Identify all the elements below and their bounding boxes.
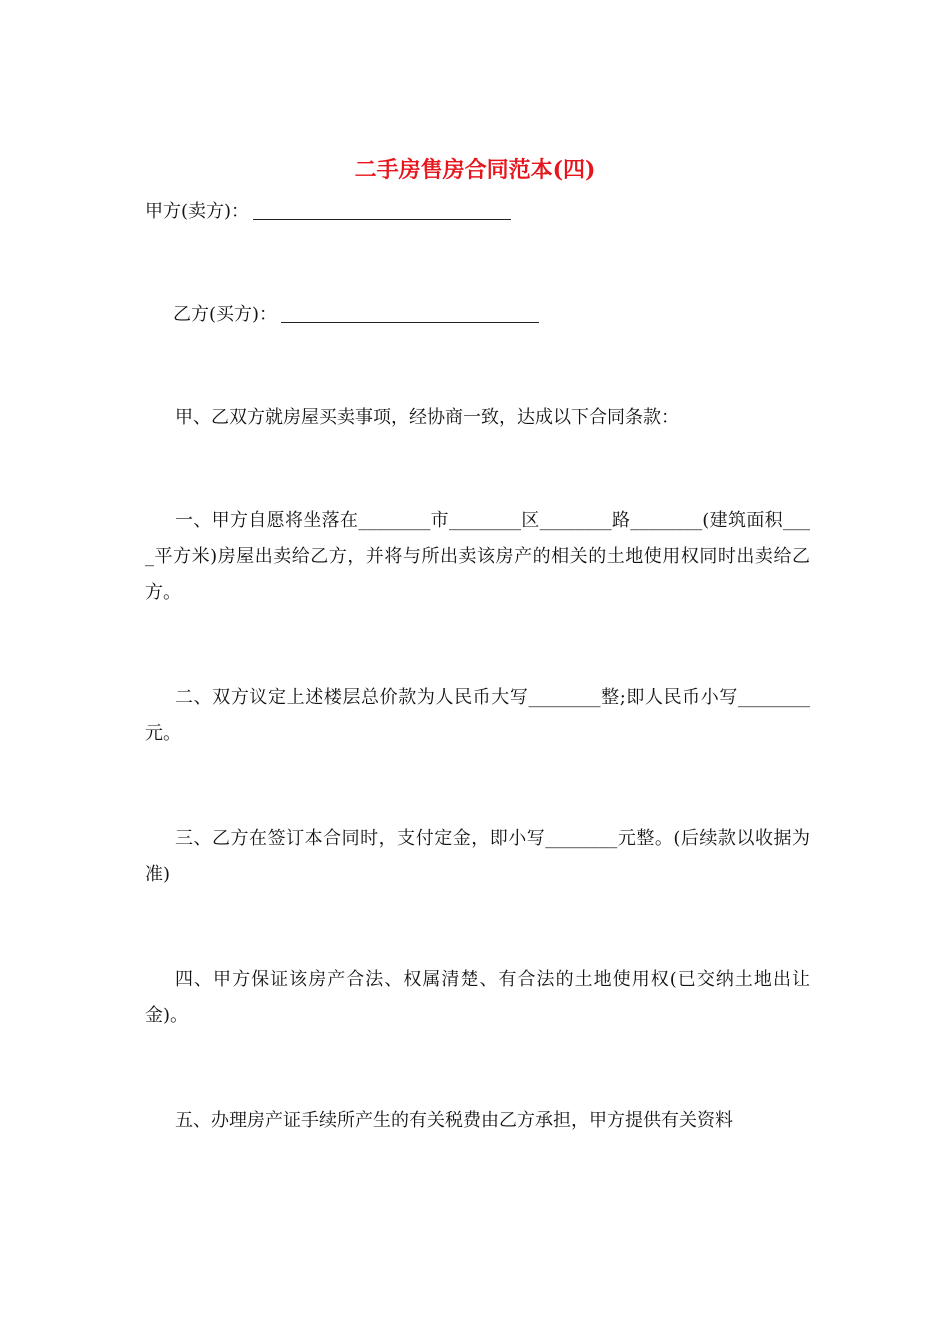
clause-4: 四、甲方保证该房产合法、权属清楚、有合法的土地使用权(已交纳土地出让金)。 [145,969,810,1026]
party-a-label: 甲方(卖方)： [145,201,250,222]
intro-paragraph: 甲、乙双方就房屋买卖事项，经协商一致，达成以下合同条款： [175,407,679,428]
party-a-blank [253,199,511,220]
clause-3: 三、乙方在签订本合同时，支付定金，即小写________元整。(后续款以收据为准) [145,828,810,885]
clause-1: 一、甲方自愿将坐落在________市________区________路________(建筑面积____平方米)房屋出卖给乙方，并将与所出卖该房产的相关的土地使用权同时出卖给乙方。 [145,510,810,603]
party-b-line [173,297,838,333]
document-title: 二手房售房合同范本(四) [354,157,596,183]
clause-2: 二、双方议定上述楼层总价款为人民币大写________整;即人民币小写________元。 [145,687,810,744]
clause-5: 五、办理房产证手续所产生的有关税费由乙方承担，甲方提供有关资料 [175,1110,733,1131]
party-b-label: 乙方(买方)： [173,304,278,325]
party-b-blank [281,302,539,323]
party-a-line [145,194,810,230]
